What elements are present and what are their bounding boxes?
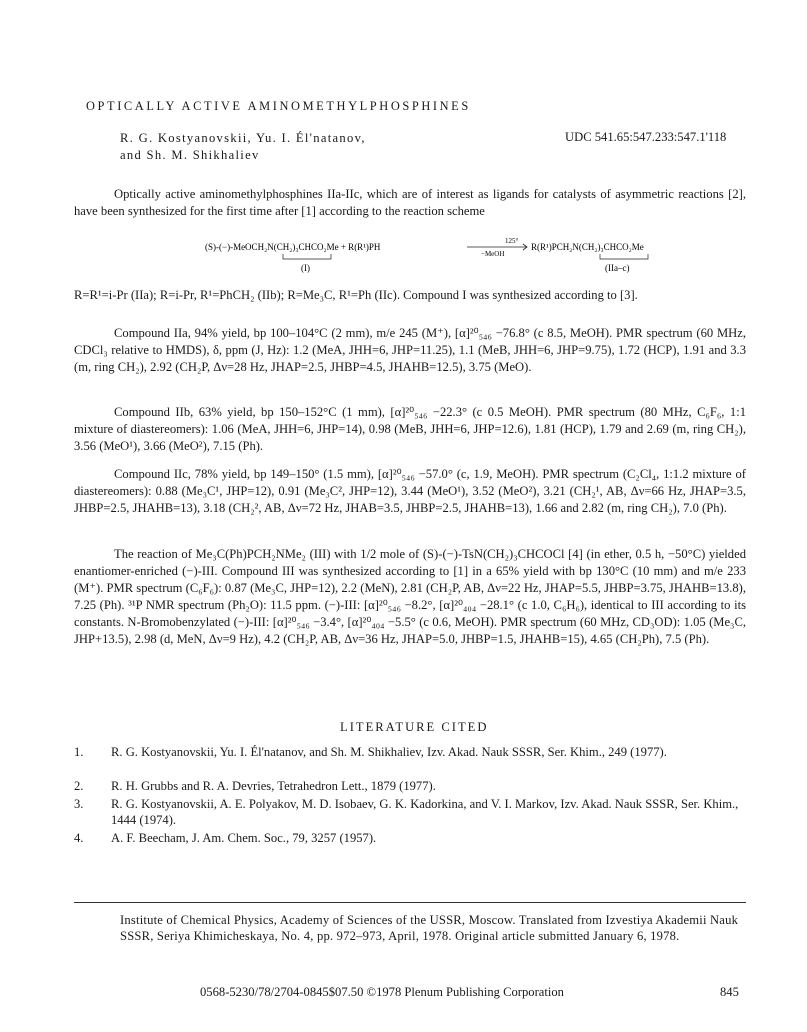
copyright-footer: 0568-5230/78/2704-0845$07.50 ©1978 Plenum Publishing Corporation [200,985,564,999]
scheme-ring-bond-reactant [283,254,331,259]
footnote-divider [74,902,746,903]
reference-number: 1. [74,745,84,759]
author-list [120,130,366,164]
page-number: 845 [720,985,739,999]
reference-number: 3. [74,797,84,811]
reference-text: R. H. Grubbs and R. A. Devries, Tetrahedron Lett., 1879 (1977). [111,779,436,793]
substituents-paragraph: R=R¹=i-Pr (IIa); R=i-Pr, R¹=PhCH₂ (IIb); R=Me₃C, R¹=Ph (IIc). Compound I was synthesized according to [3]. [74,288,638,302]
scheme-reactant: (S)-(−)-MeOCH₂N(CH₂)₃CHCO₂Me + R(R¹)PH [205,242,381,252]
scheme-condition-bottom: −MeOH [481,250,505,258]
scheme-ring-bond-product [600,254,648,259]
reference-item [74,778,746,794]
reference-text: R. G. Kostyanovskii, A. E. Polyakov, M. D. Isobaev, G. K. Kadorkina, and V. I. Markov, Izv. Akad. Nauk SSSR, Ser. Khim., 1444 (1974). [111,797,739,827]
reaction-scheme [205,238,685,278]
scheme-label-reactant: (I) [301,263,310,273]
paper-title: OPTICALLY ACTIVE AMINOMETHYLPHOSPHINES [86,99,471,113]
reference-text: R. G. Kostyanovskii, Yu. I. Él'natanov, and Sh. M. Shikhaliev, Izv. Akad. Nauk SSSR, Ser. Khim., 249 (1977). [111,745,667,759]
reference-item [74,744,746,760]
compound-iia-paragraph: Compound IIa, 94% yield, bp 100–104°C (2 mm), m/e 245 (M⁺), [α]²⁰₅₄₆ −76.8° (c 8.5, MeOH). PMR spectrum (60 MHz, CDCl₃ relative to HMDS), δ, ppm (J, Hz): 1.2 (MeA, JHH=6, JHP=11.25), 1.1 (MeB, JHH=6, JHP=9.75), 1.72 (HCP), 1.91 and 3.3 (m, ring CH₂), 2.92 (CH₂P, Δν=28 Hz, JHAP=2.5, JHBP=4.5, JHAHB=12.5), 3.75 (MeO). [74,326,746,374]
scheme-condition-top: 125° [505,238,519,245]
affiliation-footnote: Institute of Chemical Physics, Academy of Sciences of the USSR, Moscow. Translated from Izvestiya Akademii Nauk SSSR, Seriya Khimicheskaya, No. 4, pp. 972–973, April, 1978. Original article submitted January 6, 1978. [120,913,739,943]
udc-code: UDC 541.65:547.233:547.1'118 [565,130,727,144]
reference-item [74,796,746,828]
compound-iib-paragraph: Compound IIb, 63% yield, bp 150–152°C (1 mm), [α]²⁰₅₄₆ −22.3° (c 0.5 MeOH). PMR spectrum (80 MHz, C₆F₆, 1:1 mixture of diastereomers): 1.06 (MeA, JHH=6, JHP=14), 0.98 (MeB, JHH=6, JHP=12.6), 1.81 (HCP), 1.79 and 2.69 (m, ring CH₂), 3.56 (MeO¹), 3.66 (MeO²), 7.15 (Ph). [74,405,746,453]
reference-number: 2. [74,779,84,793]
scheme-label-product: (IIa–c) [605,263,630,273]
reference-text: A. F. Beecham, J. Am. Chem. Soc., 79, 3257 (1957). [111,831,377,845]
reaction-paragraph: The reaction of Me₃C(Ph)PCH₂NMe₂ (III) with 1/2 mole of (S)-(−)-TsN(CH₂)₃CHCOCl [4] (in ether, 0.5 h, −50°C) yielded enantiomer-enriched (−)-III. Compound III was synthesized according to [1] in a 65% yield with bp 130°C (10 mm) and m/e 233 (M⁺). PMR spectrum (C₆F₆): 0.87 (Me₃C, JHP=12), 2.2 (MeN), 2.81 (CH₂P, AB, Δν=22 Hz, JHAP=5.5, JHBP=3.75, JHAHB=13.8), 7.25 (Ph). ³¹P NMR spectrum (Ph₂O): 11.5 ppm. (−)-III: [α]²⁰₅₄₆ −8.2°, [α]²⁰₄₀₄ −28.1° (c 1.0, C₆H₆), identical to III according to its constants. N-Bromobenzylated (−)-III: [α]²⁰₅₄₆ −3.4°, [α]²⁰₄₀₄ −5.5° (c 0.6, MeOH). PMR spectrum (60 MHz, CD₃OD): 1.05 (Me₃C, JHP+13.5), 2.98 (d, MeN, Δν=9 Hz), 4.2 (CH₂P, AB, Δν=36 Hz, JHAP=5.0, JHBP=1.5, JHAHB=15), 4.65 (CH₂Ph), 7.5 (Ph). [74,547,746,646]
scheme-product: R(R¹)PCH₂N(CH₂)₃CHCO₂Me [531,242,644,252]
authors-line-1: R. G. Kostyanovskii, Yu. I. Él'natanov, [120,131,366,145]
compound-iic-paragraph: Compound IIc, 78% yield, bp 149–150° (1.5 mm), [α]²⁰₅₄₆ −57.0° (c, 1.9, MeOH). PMR spectrum (C₂Cl₄, 1:1.2 mixture of diastereomers): 0.88 (Me₃C¹, JHP=12), 0.91 (Me₃C², JHP=12), 3.44 (MeO¹), 3.52 (MeO²), 3.21 (CH₂¹, AB, Δν=66 Hz, JHAP=3.5, JHBP=2.5, JHAHB=13), 3.18 (CH₂², AB, Δν=72 Hz, JHAB=3.5, JHBP=2.5, JHAHB=13), 1.66 and 2.82 (m, ring CH₂), 7.0 (Ph). [74,467,746,515]
intro-paragraph: Optically active aminomethylphosphines IIa-IIc, which are of interest as ligands for catalysts of asymmetric reactions [2], have been synthesized for the first time after [1] according to the reaction scheme [74,187,746,218]
reference-item [74,830,746,846]
reference-number: 4. [74,831,84,845]
literature-cited-heading: LITERATURE CITED [340,720,489,734]
authors-line-2: and Sh. M. Shikhaliev [120,148,260,162]
